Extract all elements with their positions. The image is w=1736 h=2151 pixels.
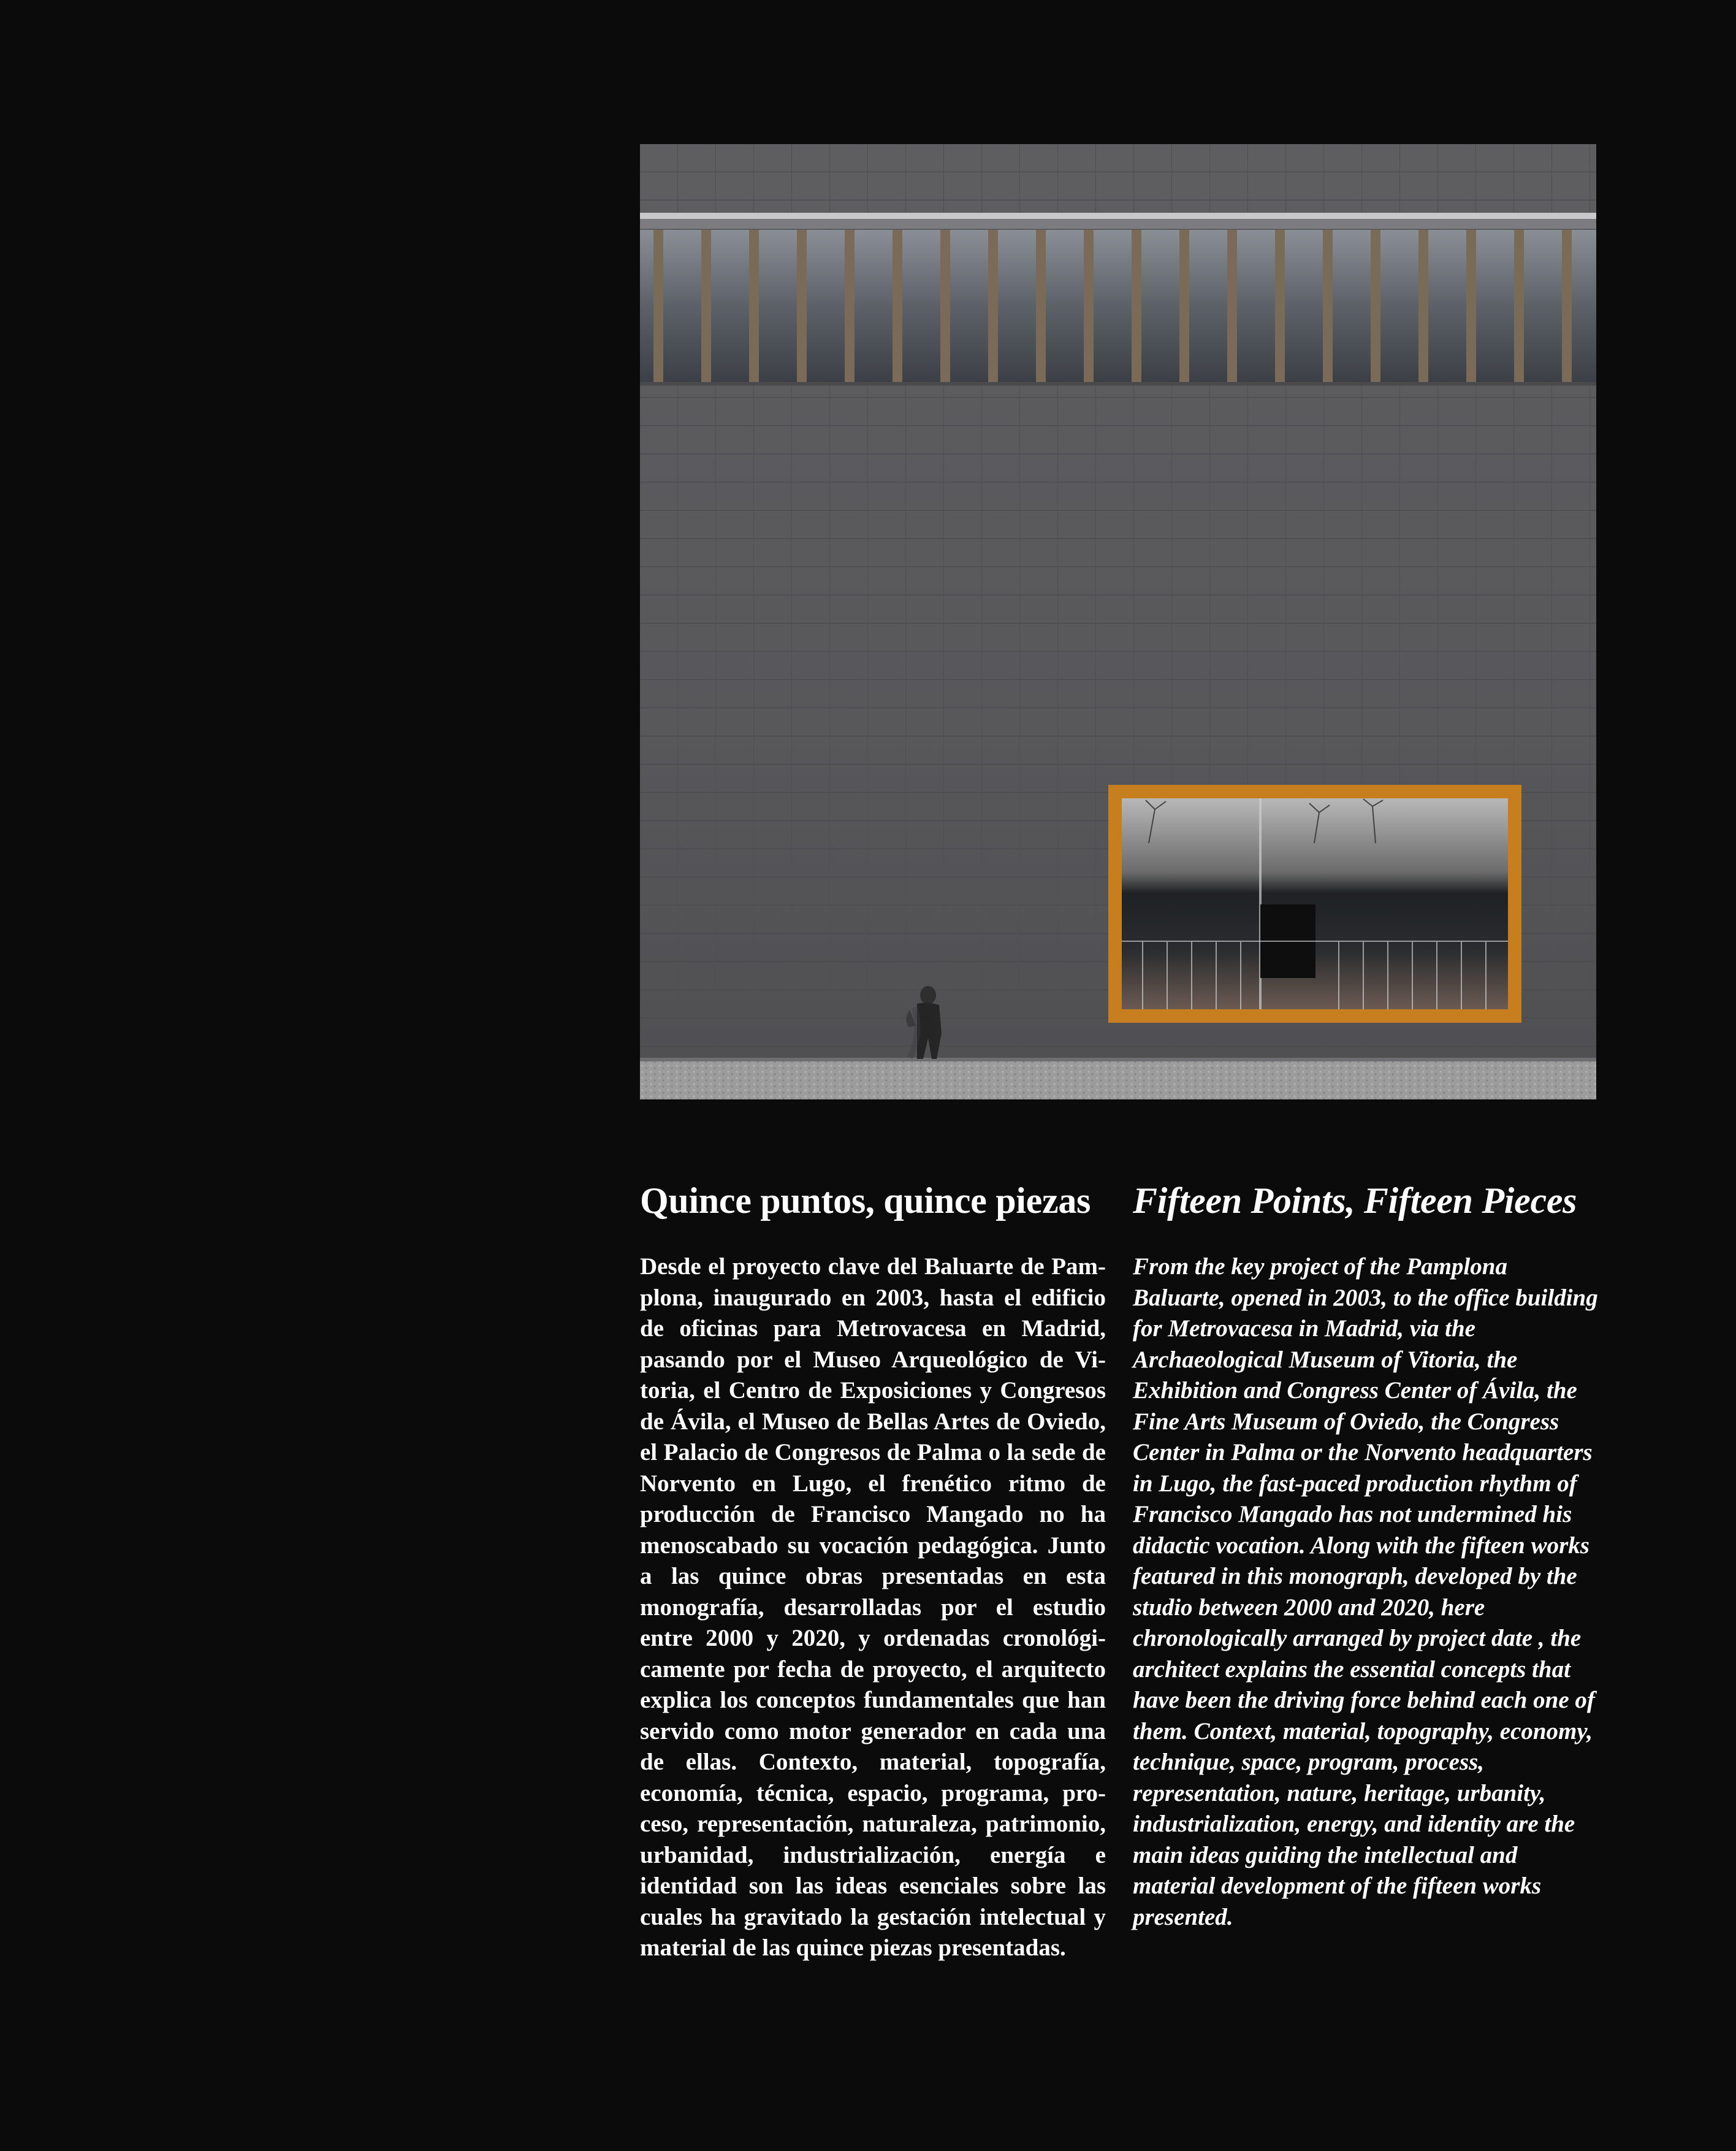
spanish-heading: Quince puntos, quince piezas [640, 1180, 1091, 1221]
spanish-body: Desde el proyecto clave del Baluarte de Pamplona, inaugurado en 2003, hasta el edificio de oficinas para Metrovacesa en Madrid, pasando por el Museo Arqueológico de Vitoria, el Centro de Exposiciones y Congresos de Ávila, el Museo de Bellas Artes de Oviedo, el Palacio de Congresos de Palma o la sede de Norvento en Lugo, el frenético ritmo de producción de Francisco Mangado no ha menoscabado su vocación pedagógica. Junto a las quince obras presentadas en esta monografía, desarrolladas por el estudio entre 2000 y 2020, y ordenadas cronológicamente por fecha de proyecto, el arquitecto explica los conceptos fundamentales que han servido como motor generador en cada una de ellas. Contexto, material, topografía, economía, técnica, espacio, programa, proceso, representación, naturaleza, patrimonio, urbanidad, industrialización, energía e identidad son las ideas esenciales sobre las cuales ha gravitado la gestación intelectual y material de las quince piezas presentadas. [640, 1253, 1106, 1961]
english-body: From the key project of the Pamplona Baluarte, opened in 2003, to the office building for Metrovacesa in Madrid, via the Archaeological Museum of Vitoria, the Exhibition and Congress Center of Ávila, the Fine Arts Museum of Oviedo, the Congress Center in Palma or the Norvento headquarters in Lugo, the fast-paced production rhythm of Francisco Mangado has not undermined his didactic vocation. Along with the fifteen works featured in this monograph, developed by the studio between 2000 and 2020, here chronologically arranged by project date , the architect explains the essential concepts that have been the driving force behind each one of them. Context, material, topography, economy, technique, space, program, process, representation, nature, heritage, urbanity, industrialization, energy, and identity are the main ideas guiding the intellectual and material development of the fifteen works presented. [1133, 1253, 1598, 1930]
spanish-column [640, 1180, 1106, 1964]
english-heading: Fifteen Points, Fifteen Pieces [1133, 1180, 1577, 1221]
english-column [1133, 1180, 1599, 1933]
building-photo [640, 144, 1596, 1099]
facade-illustration [640, 144, 1596, 1099]
